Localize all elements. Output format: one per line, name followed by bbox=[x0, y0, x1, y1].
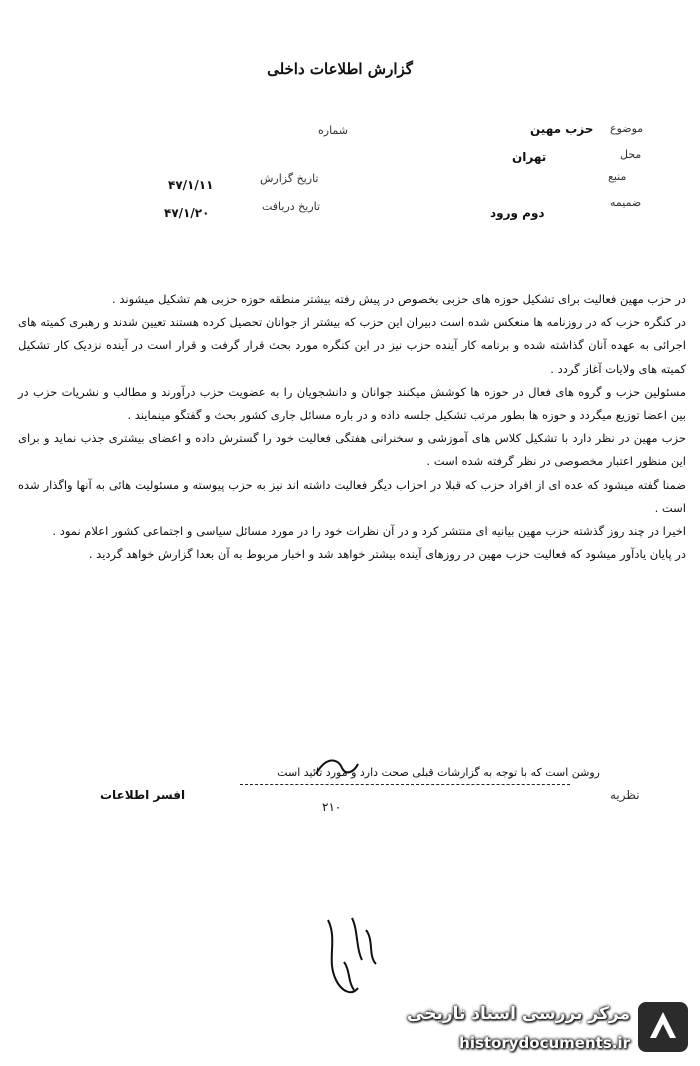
paragraph: ضمنا گفته میشود که عده ای از افراد حزب که قبلا در احزاب دیگر فعالیت داشته اند نیز به حزب پیوسته و مسئولیت هائی به آنها واگذار شده است . bbox=[18, 477, 686, 515]
paragraph: در حزب مهین فعالیت برای تشکیل حوزه های حزبی بخصوص در پیش رفته بیشتر منطقه حوزه حزبی هم تشکیل میشوند . bbox=[112, 292, 686, 306]
number-label: شماره bbox=[318, 124, 349, 137]
notes-label: ضمیمه bbox=[610, 196, 642, 209]
place-value: تهران bbox=[512, 150, 547, 164]
paragraph: در کنگره حزب که در روزنامه ها منعکس شده است دبیران این حزب که بیشتر از جوانان تحصیل کرده هستند تعیین شدند و رهبری کمیته های اجرائی به عهده آنان گذاشته شده و برنامه کار آینده حزب نیز در این کنگره مورد بحث قرار گرفت و قرار است در آینده نزدیک کار تشکیل کمیته های ولایات آغاز گردد . bbox=[18, 315, 686, 376]
handwritten-signature bbox=[318, 900, 388, 1010]
paragraph: مسئولین حزب و گروه های فعال در حوزه ها کوشش میکنند جوانان و دانشجویان را به عضویت حزب درآورند و مطالب و نشریات حزب در بین اعضا توزیع میگردد و حوزه ها بطور مرتب تشکیل جلسه داده و در باره مسائل جاری کشور بحث و گفتگو مینمایند . bbox=[18, 384, 686, 423]
paragraph: حزب مهین در نظر دارد با تشکیل کلاس های آموزشی و سخنرانی هفتگی فعالیت خود را گسترش داده و اعضای بیشتری جذب نماید و برای این منظور اعتبار مخصوصی در نظر گرفته شده است . bbox=[18, 431, 686, 469]
archive-logo-icon bbox=[636, 1000, 690, 1054]
notes-value: دوم ورود bbox=[490, 206, 545, 220]
date-report-label: تاریخ گزارش bbox=[260, 172, 319, 185]
paragraph: در پایان یادآور میشود که فعالیت حزب مهین در روزهای آینده بیشتر خواهد شد و اخبار مربوط به آن بعدا گزارش خواهد گردید . bbox=[88, 547, 686, 562]
watermark-title: مرکز بررسی اسناد تاریخی bbox=[407, 1004, 630, 1024]
date-report-value: ۴۷/۱/۱۱ bbox=[168, 178, 214, 192]
signature-line bbox=[240, 784, 570, 785]
subject-value: حزب مهین bbox=[530, 122, 594, 136]
watermark-url[interactable]: historydocuments.ir bbox=[459, 1034, 630, 1052]
conclusion-text: روشن است که با توجه به گزارشات قبلی صحت دارد و مورد تائید است bbox=[277, 766, 600, 779]
report-body bbox=[18, 288, 686, 566]
paragraph: اخیرا در چند روز گذشته حزب مهین بیانیه ای منتشر کرد و در آن نظرات خود را در مورد مسائل سیاسی و اجتماعی کشور اعلام نمود . bbox=[52, 524, 686, 539]
document-title: گزارش اطلاعات داخلی bbox=[267, 60, 413, 78]
conclusion-label: نظریه bbox=[610, 788, 640, 802]
date-receipt-value: ۴۷/۱/۲۰ bbox=[164, 206, 210, 220]
number-mark: ۲۱۰ bbox=[322, 800, 342, 814]
place-label: محل bbox=[620, 148, 642, 161]
initials-mark bbox=[312, 752, 362, 782]
subject-label: موضوع bbox=[610, 122, 644, 135]
officer-label: افسر اطلاعات bbox=[100, 788, 186, 802]
date-receipt-label: تاریخ دریافت bbox=[262, 200, 321, 213]
source-label: منبع bbox=[608, 170, 627, 183]
